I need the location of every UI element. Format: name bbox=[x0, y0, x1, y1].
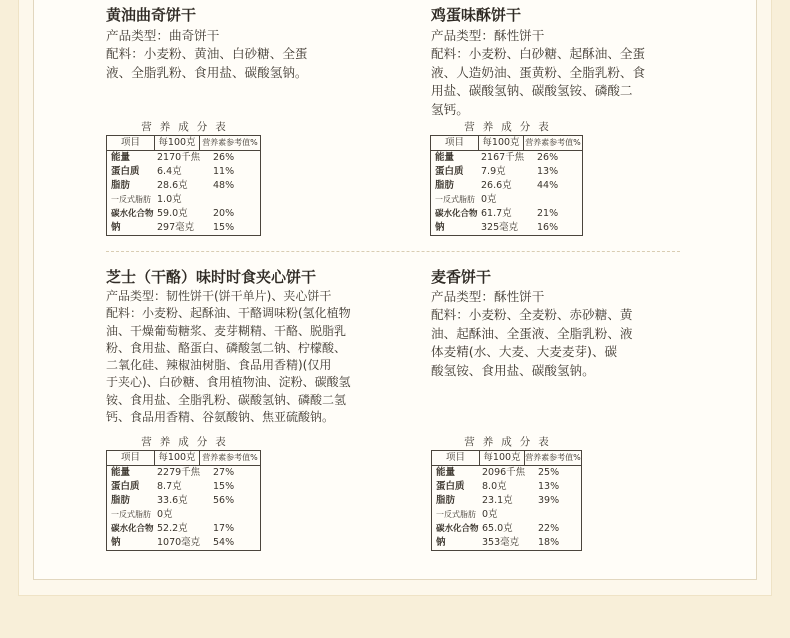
nutrient-nrv: 16% bbox=[537, 222, 559, 233]
nutrient-nrv: 26% bbox=[537, 152, 559, 163]
nutrient-nrv: 26% bbox=[213, 152, 235, 163]
nutrition-row bbox=[107, 221, 260, 235]
nutrition-row bbox=[432, 494, 581, 508]
nutrient-nrv bbox=[209, 508, 260, 522]
header-nrv: 营养素参考值% bbox=[202, 138, 258, 147]
nutrition-table bbox=[106, 435, 261, 551]
nutrient-name: 一反式脂肪 bbox=[436, 510, 476, 519]
nutrient-value: 23.1克 bbox=[482, 495, 513, 506]
nutrient-name: 蛋白质 bbox=[111, 481, 140, 492]
nutrition-row bbox=[431, 221, 582, 235]
nutrition-row bbox=[431, 193, 582, 207]
ingredients-line: 酸氢铵、食用盐、碳酸氢钠。 bbox=[431, 362, 595, 378]
nutrient-value: 297毫克 bbox=[157, 222, 195, 233]
nutrient-nrv: 11% bbox=[213, 166, 235, 177]
nutrient-name: 脂肪 bbox=[435, 180, 455, 191]
nutrition-table bbox=[106, 120, 261, 236]
product-name: 芝士（干酪）味时时食夹心饼干 bbox=[106, 268, 317, 286]
nutrient-name: 脂肪 bbox=[111, 180, 131, 191]
nutrient-name: 碳水化合物 bbox=[435, 209, 478, 219]
ingredients-line: 油、干燥葡萄糖浆、麦芽糊精、干酪、脱脂乳 bbox=[106, 323, 347, 338]
nutrient-value: 33.6克 bbox=[157, 495, 188, 506]
nutrient-nrv: 20% bbox=[213, 208, 235, 219]
nutrient-value: 1.0克 bbox=[157, 194, 182, 205]
ingredients-line: 液、全脂乳粉、食用盐、碳酸氢钠。 bbox=[106, 64, 308, 80]
product-card bbox=[106, 268, 376, 426]
nutrition-header bbox=[107, 451, 260, 466]
product-name: 黄油曲奇饼干 bbox=[106, 6, 197, 24]
nutrition-row bbox=[431, 165, 582, 179]
nutrient-name: 脂肪 bbox=[111, 495, 131, 506]
product-card bbox=[106, 6, 366, 82]
ingredients-line: 用盐、碳酸氢钠、碳酸氢铵、磷酸二 bbox=[431, 83, 633, 99]
nutrition-row bbox=[107, 480, 260, 494]
ingredients-line: 铵、食用盐、全脂乳粉、碳酸氢钠、磷酸二氢 bbox=[106, 392, 347, 407]
nutrient-name: 蛋白质 bbox=[435, 166, 464, 177]
product-type: 产品类型：曲奇饼干 bbox=[106, 28, 220, 43]
nutrition-row bbox=[431, 151, 582, 165]
section-divider bbox=[106, 251, 680, 252]
nutrient-nrv: 44% bbox=[537, 180, 559, 191]
nutrient-value: 61.7克 bbox=[481, 208, 512, 219]
nutrition-row bbox=[432, 466, 581, 480]
nutrient-value: 8.7克 bbox=[157, 481, 182, 492]
nutrient-nrv: 13% bbox=[537, 166, 559, 177]
nutrient-value: 65.0克 bbox=[482, 523, 513, 534]
ingredients-line: 配料：小麦粉、起酥油、干酪调味粉(氢化植物 bbox=[106, 306, 351, 321]
nutrient-value: 2167千焦 bbox=[481, 152, 525, 163]
nutrient-name: 蛋白质 bbox=[111, 166, 140, 177]
nutrient-name: 钠 bbox=[111, 222, 121, 233]
ingredients-line: 于夹心)、白砂糖、食用植物油、淀粉、碳酸氢 bbox=[106, 375, 351, 390]
ingredients-line: 液、人造奶油、蛋黄粉、全脂乳粉、食 bbox=[431, 64, 646, 80]
header-item: 项目 bbox=[107, 136, 155, 150]
nutrition-row bbox=[432, 536, 581, 550]
nutrition-caption: 营养成分表 bbox=[464, 436, 557, 448]
nutrient-name: 碳水化合物 bbox=[111, 209, 154, 219]
header-item: 项目 bbox=[432, 451, 480, 465]
nutrient-name: 钠 bbox=[436, 537, 446, 548]
nutrition-header bbox=[432, 451, 581, 466]
nutrient-value: 0克 bbox=[157, 509, 173, 520]
ingredients-line: 钙、食品用香精、谷氨酸钠、焦亚硫酸钠。 bbox=[106, 410, 335, 425]
ingredients-line: 配料：小麦粉、白砂糖、起酥油、全蛋 bbox=[431, 46, 646, 62]
nutrient-value: 52.2克 bbox=[157, 523, 188, 534]
nutrient-value: 353毫克 bbox=[482, 537, 520, 548]
nutrient-value: 26.6克 bbox=[481, 180, 512, 191]
nutrient-nrv: 15% bbox=[213, 222, 235, 233]
nutrient-value: 0克 bbox=[482, 509, 498, 520]
nutrient-name: 能量 bbox=[111, 467, 131, 478]
header-per-100g: 每100克 bbox=[479, 136, 524, 150]
nutrient-nrv: 15% bbox=[213, 481, 235, 492]
nutrient-nrv bbox=[533, 193, 582, 207]
nutrient-value: 6.4克 bbox=[157, 166, 182, 177]
nutrient-name: 脂肪 bbox=[436, 495, 456, 506]
nutrition-row bbox=[107, 494, 260, 508]
nutrient-nrv: 17% bbox=[213, 523, 235, 534]
nutrition-row bbox=[431, 179, 582, 193]
nutrient-nrv: 21% bbox=[537, 208, 559, 219]
nutrient-name: 一反式脂肪 bbox=[111, 510, 151, 519]
nutrition-row bbox=[432, 522, 581, 536]
nutrient-name: 一反式脂肪 bbox=[111, 195, 151, 204]
nutrient-value: 59.0克 bbox=[157, 208, 188, 219]
ingredients-line: 配料：小麦粉、黄油、白砂糖、全蛋 bbox=[106, 46, 308, 62]
nutrient-name: 能量 bbox=[111, 152, 131, 163]
nutrition-row bbox=[107, 151, 260, 165]
nutrient-name: 钠 bbox=[111, 537, 121, 548]
ingredients-line: 氢钙。 bbox=[431, 101, 469, 117]
nutrient-value: 1070毫克 bbox=[157, 537, 201, 548]
nutrient-value: 2096千焦 bbox=[482, 467, 526, 478]
nutrition-row bbox=[107, 536, 260, 550]
nutrition-row bbox=[107, 193, 260, 207]
nutrition-row bbox=[107, 522, 260, 536]
nutrient-name: 能量 bbox=[435, 152, 455, 163]
product-type: 产品类型：酥性饼干 bbox=[431, 28, 545, 43]
nutrition-row bbox=[107, 466, 260, 480]
nutrient-nrv: 48% bbox=[213, 180, 235, 191]
product-card bbox=[431, 268, 691, 380]
nutrient-value: 8.0克 bbox=[482, 481, 507, 492]
nutrient-name: 蛋白质 bbox=[436, 481, 465, 492]
header-per-100g: 每100克 bbox=[480, 451, 525, 465]
product-name: 鸡蛋味酥饼干 bbox=[431, 6, 522, 24]
product-type: 产品类型：韧性饼干(饼干单片)、夹心饼干 bbox=[106, 289, 332, 303]
nutrition-row bbox=[107, 207, 260, 221]
header-nrv: 营养素参考值% bbox=[525, 138, 581, 147]
nutrient-name: 碳水化合物 bbox=[436, 524, 479, 534]
nutrient-value: 7.9克 bbox=[481, 166, 506, 177]
nutrition-row bbox=[431, 207, 582, 221]
nutrition-row bbox=[107, 179, 260, 193]
ingredients-line: 粉、食用盐、酪蛋白、磷酸氢二钠、柠檬酸、 bbox=[106, 340, 347, 355]
ingredients-line: 油、起酥油、全蛋液、全脂乳粉、液 bbox=[431, 325, 633, 341]
nutrient-nrv: 13% bbox=[538, 481, 560, 492]
header-per-100g: 每100克 bbox=[155, 136, 200, 150]
header-per-100g: 每100克 bbox=[155, 451, 200, 465]
ingredients-line: 体麦精(水、大麦、大麦麦芽)、碳 bbox=[431, 344, 618, 360]
header-nrv: 营养素参考值% bbox=[202, 453, 258, 462]
nutrition-row bbox=[432, 480, 581, 494]
nutrition-caption: 营养成分表 bbox=[141, 436, 234, 448]
nutrition-caption: 营养成分表 bbox=[464, 121, 557, 133]
nutrient-nrv: 39% bbox=[538, 495, 560, 506]
nutrient-nrv: 22% bbox=[538, 523, 560, 534]
nutrient-nrv: 18% bbox=[538, 537, 560, 548]
nutrition-caption: 营养成分表 bbox=[141, 121, 234, 133]
nutrition-row bbox=[107, 508, 260, 522]
nutrition-header bbox=[431, 136, 582, 151]
header-item: 项目 bbox=[431, 136, 479, 150]
nutrient-nrv bbox=[534, 508, 581, 522]
ingredients-line: 二氧化硅、辣椒油树脂、食品用香精)(仅用 bbox=[106, 358, 332, 373]
nutrition-header bbox=[107, 136, 260, 151]
nutrient-value: 325毫克 bbox=[481, 222, 519, 233]
product-type: 产品类型：酥性饼干 bbox=[431, 289, 545, 304]
nutrient-name: 钠 bbox=[435, 222, 445, 233]
nutrient-value: 2170千焦 bbox=[157, 152, 201, 163]
nutrient-value: 0克 bbox=[481, 194, 497, 205]
nutrient-nrv: 27% bbox=[213, 467, 235, 478]
nutrition-row bbox=[107, 165, 260, 179]
nutrient-nrv: 25% bbox=[538, 467, 560, 478]
nutrient-name: 能量 bbox=[436, 467, 456, 478]
nutrient-nrv: 56% bbox=[213, 495, 235, 506]
nutrient-name: 一反式脂肪 bbox=[435, 195, 475, 204]
nutrient-value: 28.6克 bbox=[157, 180, 188, 191]
nutrient-name: 碳水化合物 bbox=[111, 524, 154, 534]
nutrient-nrv: 54% bbox=[213, 537, 235, 548]
product-name: 麦香饼干 bbox=[431, 268, 492, 286]
nutrition-table bbox=[430, 120, 583, 236]
nutrition-table bbox=[431, 435, 582, 551]
nutrient-nrv bbox=[209, 193, 260, 207]
header-item: 项目 bbox=[107, 451, 155, 465]
ingredients-line: 配料：小麦粉、全麦粉、赤砂糖、黄 bbox=[431, 307, 633, 323]
header-nrv: 营养素参考值% bbox=[525, 453, 581, 462]
nutrition-row bbox=[432, 508, 581, 522]
nutrient-value: 2279千焦 bbox=[157, 467, 201, 478]
product-card bbox=[431, 6, 691, 119]
